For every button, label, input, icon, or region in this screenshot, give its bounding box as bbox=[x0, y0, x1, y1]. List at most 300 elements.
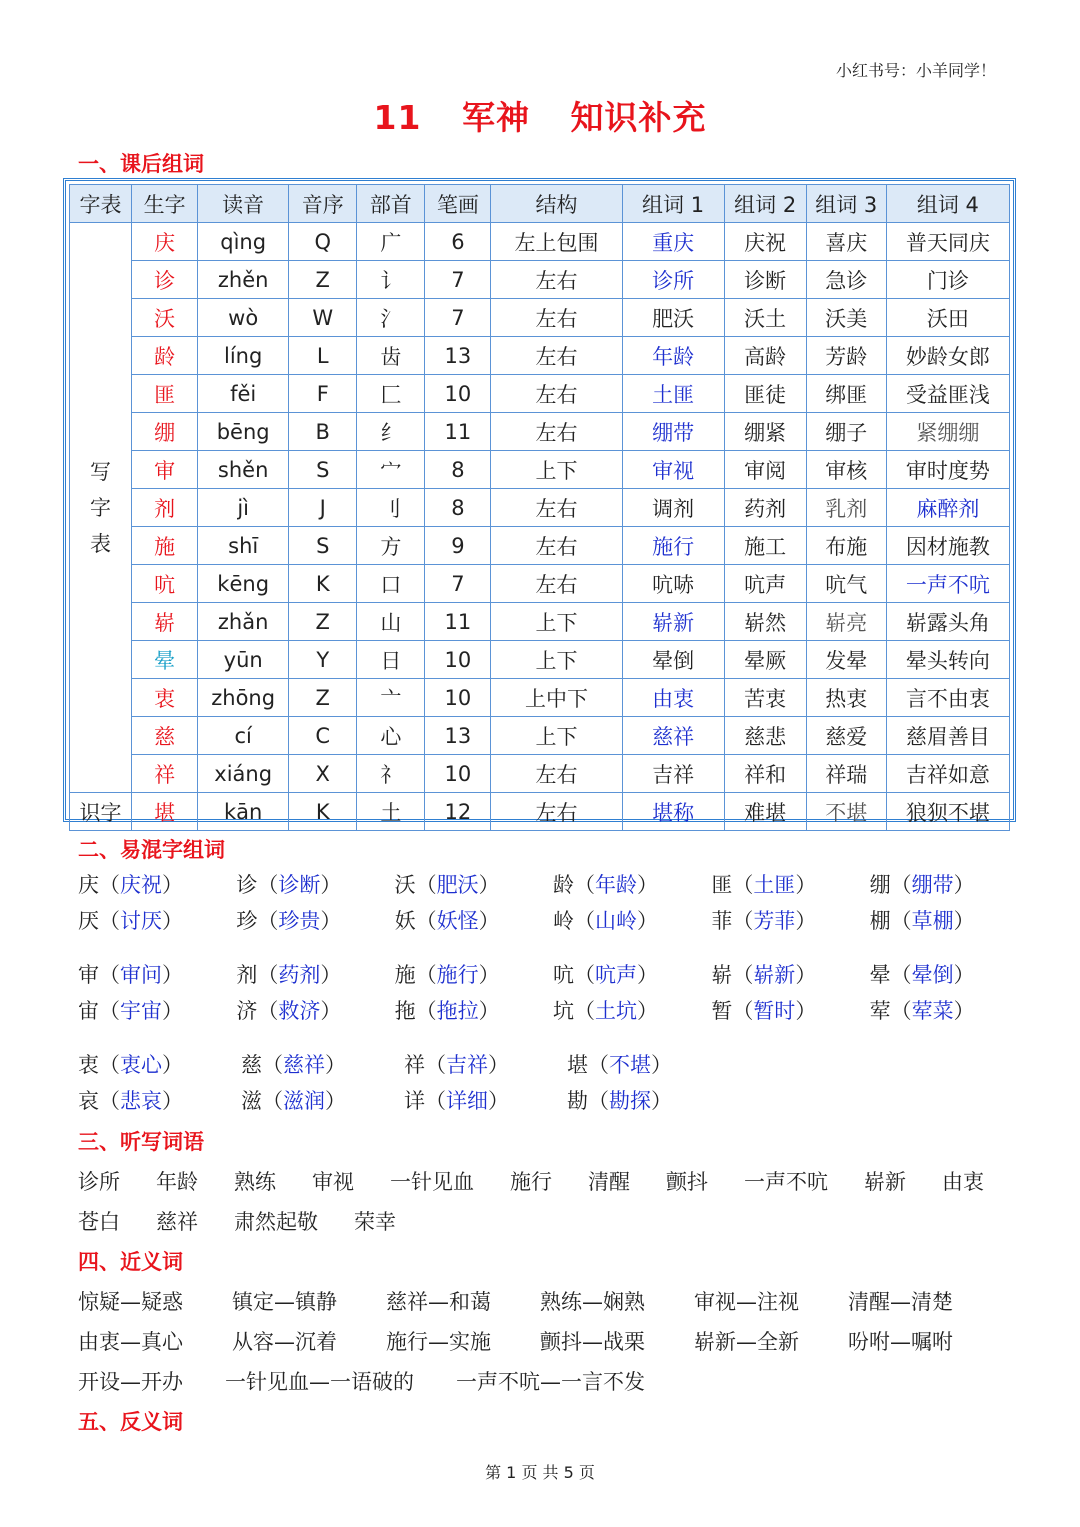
confusing-word: 绷带 bbox=[911, 873, 954, 897]
table-cell: kān bbox=[198, 793, 289, 831]
table-cell: F bbox=[289, 375, 357, 413]
dictation-word: 一针见血 bbox=[390, 1170, 474, 1194]
table-cell: cí bbox=[198, 717, 289, 755]
table-cell: 祥瑞 bbox=[806, 755, 886, 793]
confusing-word: 慈祥 bbox=[283, 1053, 325, 1077]
table-cell: 热衷 bbox=[806, 679, 886, 717]
table-cell: 上下 bbox=[491, 603, 622, 641]
vocab-table-frame bbox=[63, 178, 1016, 825]
table-header-cell: 字表 bbox=[70, 185, 132, 223]
table-cell: 审视 bbox=[622, 451, 724, 489]
paren-close: ） bbox=[325, 1089, 346, 1113]
paren-open: （ bbox=[99, 1089, 120, 1113]
table-cell: 吭哧 bbox=[622, 565, 724, 603]
table-cell: 急诊 bbox=[806, 261, 886, 299]
confusing-item bbox=[567, 1085, 730, 1115]
table-cell: 匪 bbox=[132, 375, 198, 413]
section-heading-5: 五、反义词 bbox=[78, 1410, 183, 1434]
table-cell: 麻醉剂 bbox=[886, 489, 1009, 527]
table-header-cell: 读音 bbox=[198, 185, 289, 223]
table-cell: zhěn bbox=[198, 261, 289, 299]
synonym-pair: 一声不吭—一言不发 bbox=[456, 1370, 645, 1394]
confusing-word: 草棚 bbox=[911, 909, 954, 933]
synonym-line bbox=[78, 1326, 1002, 1356]
page-footer: 第 1 页 共 5 页 bbox=[485, 1463, 595, 1482]
synonym-pair: 施行—实施 bbox=[386, 1330, 491, 1354]
table-cell: 左右 bbox=[491, 413, 622, 451]
table-header-cell: 部首 bbox=[357, 185, 425, 223]
table-cell: Y bbox=[289, 641, 357, 679]
table-cell: 左右 bbox=[491, 261, 622, 299]
paren-close: ） bbox=[795, 963, 817, 987]
paren-open: （ bbox=[262, 1053, 283, 1077]
paren-open: （ bbox=[732, 963, 754, 987]
confusing-char: 厌 bbox=[78, 909, 99, 933]
table-cell: 方 bbox=[357, 527, 425, 565]
table-cell: 10 bbox=[425, 641, 491, 679]
table-row bbox=[70, 337, 1010, 375]
paren-open: （ bbox=[99, 873, 120, 897]
lesson-name: 军神 bbox=[461, 98, 530, 137]
table-cell: 慈悲 bbox=[724, 717, 806, 755]
table-cell: 绷带 bbox=[622, 413, 724, 451]
confusing-word: 讨厌 bbox=[120, 909, 162, 933]
paren-open: （ bbox=[257, 963, 279, 987]
confusing-item bbox=[78, 905, 236, 935]
table-cell: yūn bbox=[198, 641, 289, 679]
table-header-cell: 音序 bbox=[289, 185, 357, 223]
confusing-char: 龄 bbox=[552, 873, 574, 897]
table-row bbox=[70, 223, 1010, 261]
table-cell: jì bbox=[198, 489, 289, 527]
table-cell: 左右 bbox=[491, 299, 622, 337]
paren-close: ） bbox=[320, 963, 342, 987]
confusing-char: 哀 bbox=[78, 1089, 99, 1113]
table-cell: Z bbox=[289, 679, 357, 717]
synonym-pair: 由衷—真心 bbox=[78, 1330, 183, 1354]
table-cell: S bbox=[289, 527, 357, 565]
paren-open: （ bbox=[732, 873, 754, 897]
table-cell: fěi bbox=[198, 375, 289, 413]
table-row bbox=[70, 679, 1010, 717]
table-cell: 7 bbox=[425, 261, 491, 299]
confusing-char: 岭 bbox=[552, 909, 574, 933]
paren-close: ） bbox=[478, 909, 500, 933]
paren-close: ） bbox=[478, 963, 500, 987]
paren-close: ） bbox=[953, 963, 975, 987]
table-cell: 左右 bbox=[491, 793, 622, 831]
table-cell: 诊 bbox=[132, 261, 198, 299]
table-cell: K bbox=[289, 793, 357, 831]
table-cell: 重庆 bbox=[622, 223, 724, 261]
paren-open: （ bbox=[890, 963, 912, 987]
paren-open: （ bbox=[588, 1053, 609, 1077]
table-cell: 施行 bbox=[622, 527, 724, 565]
confusing-word: 勘探 bbox=[609, 1089, 651, 1113]
confusing-char: 慈 bbox=[241, 1053, 262, 1077]
confusing-word: 宇宙 bbox=[120, 999, 162, 1023]
table-row bbox=[70, 603, 1010, 641]
dictation-word: 肃然起敬 bbox=[234, 1210, 318, 1234]
table-cell: 晕厥 bbox=[724, 641, 806, 679]
table-cell: wò bbox=[198, 299, 289, 337]
table-row bbox=[70, 413, 1010, 451]
section-heading-2: 二、易混字组词 bbox=[78, 838, 225, 862]
synonym-pair: 崭新—全新 bbox=[694, 1330, 799, 1354]
section-heading-4: 四、近义词 bbox=[78, 1250, 183, 1274]
table-cell: 堪称 bbox=[622, 793, 724, 831]
table-cell: 受益匪浅 bbox=[886, 375, 1009, 413]
table-cell: 晕倒 bbox=[622, 641, 724, 679]
synonym-line bbox=[78, 1286, 1002, 1316]
table-cell: 剂 bbox=[132, 489, 198, 527]
table-cell: kēng bbox=[198, 565, 289, 603]
confusing-char: 施 bbox=[394, 963, 416, 987]
table-cell: 审 bbox=[132, 451, 198, 489]
table-cell: 11 bbox=[425, 413, 491, 451]
paren-close: ） bbox=[478, 999, 500, 1023]
paren-open: （ bbox=[890, 909, 912, 933]
table-cell: 广 bbox=[357, 223, 425, 261]
confusing-item bbox=[395, 995, 553, 1025]
paren-open: （ bbox=[890, 999, 912, 1023]
confusing-item bbox=[395, 959, 553, 989]
table-row bbox=[70, 527, 1010, 565]
table-cell: J bbox=[289, 489, 357, 527]
paren-open: （ bbox=[415, 873, 437, 897]
table-cell: X bbox=[289, 755, 357, 793]
table-cell: 庆祝 bbox=[724, 223, 806, 261]
table-cell: 施工 bbox=[724, 527, 806, 565]
table-cell: 芳龄 bbox=[806, 337, 886, 375]
table-header-cell: 结构 bbox=[491, 185, 622, 223]
section-heading-1: 一、课后组词 bbox=[78, 152, 204, 176]
confusing-item bbox=[404, 1085, 567, 1115]
confusing-char: 庆 bbox=[78, 873, 99, 897]
confusing-item bbox=[236, 959, 394, 989]
table-cell: B bbox=[289, 413, 357, 451]
table-cell: 12 bbox=[425, 793, 491, 831]
table-cell: 吉祥如意 bbox=[886, 755, 1009, 793]
paren-open: （ bbox=[99, 999, 120, 1023]
confusing-char: 审 bbox=[78, 963, 99, 987]
table-cell: 上下 bbox=[491, 717, 622, 755]
confusing-char: 珍 bbox=[236, 909, 258, 933]
confusing-word: 审问 bbox=[120, 963, 162, 987]
table-cell: 苦衷 bbox=[724, 679, 806, 717]
table-cell: 8 bbox=[425, 489, 491, 527]
table-cell: 左右 bbox=[491, 527, 622, 565]
confusing-word: 药剂 bbox=[278, 963, 321, 987]
dictation-word: 苍白 bbox=[78, 1210, 120, 1234]
confusing-word: 肥沃 bbox=[436, 873, 479, 897]
table-cell: 11 bbox=[425, 603, 491, 641]
table-cell: shěn bbox=[198, 451, 289, 489]
table-cell: 妙龄女郎 bbox=[886, 337, 1009, 375]
confusing-char: 绷 bbox=[869, 873, 891, 897]
confusing-item bbox=[241, 1049, 404, 1079]
table-cell: 祥和 bbox=[724, 755, 806, 793]
confusing-item bbox=[236, 995, 394, 1025]
table-cell: 绷紧 bbox=[724, 413, 806, 451]
paren-open: （ bbox=[425, 1053, 446, 1077]
table-cell: 6 bbox=[425, 223, 491, 261]
paren-close: ） bbox=[325, 1053, 346, 1077]
table-cell: 乳剂 bbox=[806, 489, 886, 527]
table-cell: 7 bbox=[425, 565, 491, 603]
confusing-row bbox=[78, 1082, 1028, 1118]
table-cell: 左右 bbox=[491, 375, 622, 413]
confusing-word: 悲哀 bbox=[120, 1089, 162, 1113]
table-cell: 上中下 bbox=[491, 679, 622, 717]
confusing-word: 救济 bbox=[278, 999, 321, 1023]
paren-close: ） bbox=[636, 963, 658, 987]
confusing-char: 妖 bbox=[394, 909, 416, 933]
table-cell: 普天同庆 bbox=[886, 223, 1009, 261]
paren-open: （ bbox=[573, 873, 595, 897]
paren-close: ） bbox=[636, 873, 658, 897]
dictation-word: 由衷 bbox=[942, 1170, 984, 1194]
paren-close: ） bbox=[488, 1089, 509, 1113]
confusing-word: 拖拉 bbox=[436, 999, 479, 1023]
paren-close: ） bbox=[320, 999, 342, 1023]
dictation-word: 年龄 bbox=[156, 1170, 198, 1194]
confusing-char: 菲 bbox=[711, 909, 733, 933]
table-cell: 晕头转向 bbox=[886, 641, 1009, 679]
table-cell: 崭然 bbox=[724, 603, 806, 641]
table-cell: 上下 bbox=[491, 641, 622, 679]
table-cell: 布施 bbox=[806, 527, 886, 565]
paren-close: ） bbox=[636, 909, 658, 933]
table-header-cell: 笔画 bbox=[425, 185, 491, 223]
paren-close: ） bbox=[795, 873, 817, 897]
confusing-item bbox=[870, 869, 1028, 899]
table-cell: 匪徒 bbox=[724, 375, 806, 413]
table-row bbox=[70, 451, 1010, 489]
table-cell: 上下 bbox=[491, 451, 622, 489]
confusing-word: 土匪 bbox=[753, 873, 796, 897]
table-header-cell: 组词 4 bbox=[886, 185, 1009, 223]
paren-open: （ bbox=[99, 1053, 120, 1077]
confusing-char: 吭 bbox=[552, 963, 574, 987]
table-cell: xiáng bbox=[198, 755, 289, 793]
paren-close: ） bbox=[488, 1053, 509, 1077]
table-cell: 绑匪 bbox=[806, 375, 886, 413]
table-cell: 土 bbox=[357, 793, 425, 831]
confusing-item bbox=[567, 1049, 730, 1079]
table-cell: S bbox=[289, 451, 357, 489]
table-cell: 沃土 bbox=[724, 299, 806, 337]
table-row bbox=[70, 565, 1010, 603]
confusing-word: 年龄 bbox=[594, 873, 637, 897]
table-cell: 左右 bbox=[491, 489, 622, 527]
confusing-item bbox=[236, 869, 394, 899]
synonym-pair: 吩咐—嘱咐 bbox=[848, 1330, 953, 1354]
table-cell: 匚 bbox=[357, 375, 425, 413]
paren-open: （ bbox=[573, 963, 595, 987]
paren-close: ） bbox=[953, 999, 975, 1023]
confusing-item bbox=[553, 869, 711, 899]
paren-close: ） bbox=[795, 909, 817, 933]
table-cell: 心 bbox=[357, 717, 425, 755]
confusing-row bbox=[78, 992, 1028, 1028]
confusing-char: 详 bbox=[404, 1089, 425, 1113]
paren-close: ） bbox=[162, 909, 183, 933]
synonym-line bbox=[78, 1366, 687, 1396]
confusing-word: 芳菲 bbox=[753, 909, 796, 933]
table-cell: 调剂 bbox=[622, 489, 724, 527]
confusing-word: 山岭 bbox=[594, 909, 637, 933]
table-header-cell: 生字 bbox=[132, 185, 198, 223]
table-cell: 吉祥 bbox=[622, 755, 724, 793]
confusing-item bbox=[870, 995, 1028, 1025]
synonym-pair: 颤抖—战栗 bbox=[540, 1330, 645, 1354]
table-cell: 慈眉善目 bbox=[886, 717, 1009, 755]
confusing-char: 崭 bbox=[711, 963, 733, 987]
confusing-char: 济 bbox=[236, 999, 258, 1023]
dictation-word: 慈祥 bbox=[156, 1210, 198, 1234]
confusing-char: 棚 bbox=[869, 909, 891, 933]
table-cell: 沃田 bbox=[886, 299, 1009, 337]
paren-close: ） bbox=[162, 873, 183, 897]
paren-close: ） bbox=[636, 999, 658, 1023]
confusing-word: 详细 bbox=[446, 1089, 488, 1113]
confusing-word: 暂时 bbox=[753, 999, 796, 1023]
table-row bbox=[70, 299, 1010, 337]
table-cell: 由衷 bbox=[622, 679, 724, 717]
confusing-row bbox=[78, 866, 1028, 902]
group-label-writing: 写 字 表 bbox=[70, 223, 132, 793]
table-cell: W bbox=[289, 299, 357, 337]
confusing-item bbox=[711, 959, 869, 989]
confusing-chars-block bbox=[78, 866, 1028, 1118]
table-cell: 因材施教 bbox=[886, 527, 1009, 565]
synonym-pair: 从容—沉着 bbox=[232, 1330, 337, 1354]
table-cell: 紧绷绷 bbox=[886, 413, 1009, 451]
confusing-word: 施行 bbox=[436, 963, 479, 987]
synonym-pair: 清醒—清楚 bbox=[848, 1290, 953, 1314]
paren-close: ） bbox=[651, 1053, 672, 1077]
table-cell: 龄 bbox=[132, 337, 198, 375]
table-cell: 纟 bbox=[357, 413, 425, 451]
table-cell: 刂 bbox=[357, 489, 425, 527]
table-cell: 肥沃 bbox=[622, 299, 724, 337]
paren-close: ） bbox=[478, 873, 500, 897]
table-cell: 讠 bbox=[357, 261, 425, 299]
table-cell: 左右 bbox=[491, 565, 622, 603]
dictation-word: 崭新 bbox=[864, 1170, 906, 1194]
table-cell: 吭声 bbox=[724, 565, 806, 603]
paren-open: （ bbox=[257, 999, 279, 1023]
table-cell: 崭亮 bbox=[806, 603, 886, 641]
dictation-word: 审视 bbox=[312, 1170, 354, 1194]
table-cell: 9 bbox=[425, 527, 491, 565]
table-cell: 左右 bbox=[491, 337, 622, 375]
synonym-pair: 镇定—镇静 bbox=[232, 1290, 337, 1314]
table-cell: 10 bbox=[425, 755, 491, 793]
table-cell: 祥 bbox=[132, 755, 198, 793]
table-cell: Z bbox=[289, 603, 357, 641]
section-heading-3: 三、听写词语 bbox=[78, 1130, 204, 1154]
paren-open: （ bbox=[415, 999, 437, 1023]
table-cell: Z bbox=[289, 261, 357, 299]
synonym-pair: 开设—开办 bbox=[78, 1370, 183, 1394]
confusing-word: 不堪 bbox=[609, 1053, 651, 1077]
confusing-item bbox=[395, 905, 553, 935]
table-cell: Q bbox=[289, 223, 357, 261]
table-cell: 言不由衷 bbox=[886, 679, 1009, 717]
confusing-char: 滋 bbox=[241, 1089, 262, 1113]
confusing-word: 珍贵 bbox=[278, 909, 321, 933]
table-row bbox=[70, 489, 1010, 527]
table-cell: 7 bbox=[425, 299, 491, 337]
table-cell: 宀 bbox=[357, 451, 425, 489]
confusing-char: 晕 bbox=[869, 963, 891, 987]
table-cell: 晕 bbox=[132, 641, 198, 679]
confusing-word: 晕倒 bbox=[911, 963, 954, 987]
table-cell: 礻 bbox=[357, 755, 425, 793]
dictation-word: 一声不吭 bbox=[744, 1170, 828, 1194]
confusing-char: 衷 bbox=[78, 1053, 99, 1077]
table-cell: 8 bbox=[425, 451, 491, 489]
confusing-word: 诊断 bbox=[278, 873, 321, 897]
confusing-word: 吭声 bbox=[594, 963, 637, 987]
table-row bbox=[70, 641, 1010, 679]
dictation-word: 清醒 bbox=[588, 1170, 630, 1194]
lesson-number: 11 bbox=[373, 98, 422, 137]
confusing-row bbox=[78, 1046, 1028, 1082]
confusing-char: 诊 bbox=[236, 873, 258, 897]
table-cell: 沃美 bbox=[806, 299, 886, 337]
synonym-pair: 一针见血—一语破的 bbox=[225, 1370, 414, 1394]
paren-open: （ bbox=[99, 909, 120, 933]
table-cell: 年龄 bbox=[622, 337, 724, 375]
table-cell: 绷子 bbox=[806, 413, 886, 451]
table-header-cell: 组词 2 bbox=[724, 185, 806, 223]
table-cell: 诊断 bbox=[724, 261, 806, 299]
table-cell: 堪 bbox=[132, 793, 198, 831]
table-cell: 慈 bbox=[132, 717, 198, 755]
confusing-item bbox=[78, 959, 236, 989]
confusing-item bbox=[553, 959, 711, 989]
table-cell: 一声不吭 bbox=[886, 565, 1009, 603]
table-cell: 药剂 bbox=[724, 489, 806, 527]
table-cell: 10 bbox=[425, 375, 491, 413]
confusing-char: 荤 bbox=[869, 999, 891, 1023]
confusing-item bbox=[241, 1085, 404, 1115]
confusing-word: 荤菜 bbox=[911, 999, 954, 1023]
table-cell: 诊所 bbox=[622, 261, 724, 299]
table-cell: 衷 bbox=[132, 679, 198, 717]
table-cell: 发晕 bbox=[806, 641, 886, 679]
paren-open: （ bbox=[262, 1089, 283, 1113]
paren-open: （ bbox=[732, 999, 754, 1023]
confusing-item bbox=[870, 905, 1028, 935]
table-cell: 崭新 bbox=[622, 603, 724, 641]
paren-open: （ bbox=[415, 963, 437, 987]
paren-open: （ bbox=[415, 909, 437, 933]
table-header-row bbox=[70, 185, 1010, 223]
paren-open: （ bbox=[890, 873, 912, 897]
table-cell: shī bbox=[198, 527, 289, 565]
table-cell: 庆 bbox=[132, 223, 198, 261]
table-cell: qìng bbox=[198, 223, 289, 261]
confusing-item bbox=[395, 869, 553, 899]
table-cell: 高龄 bbox=[724, 337, 806, 375]
confusing-item bbox=[553, 905, 711, 935]
synonym-pair: 熟练—娴熟 bbox=[540, 1290, 645, 1314]
confusing-item bbox=[78, 869, 236, 899]
